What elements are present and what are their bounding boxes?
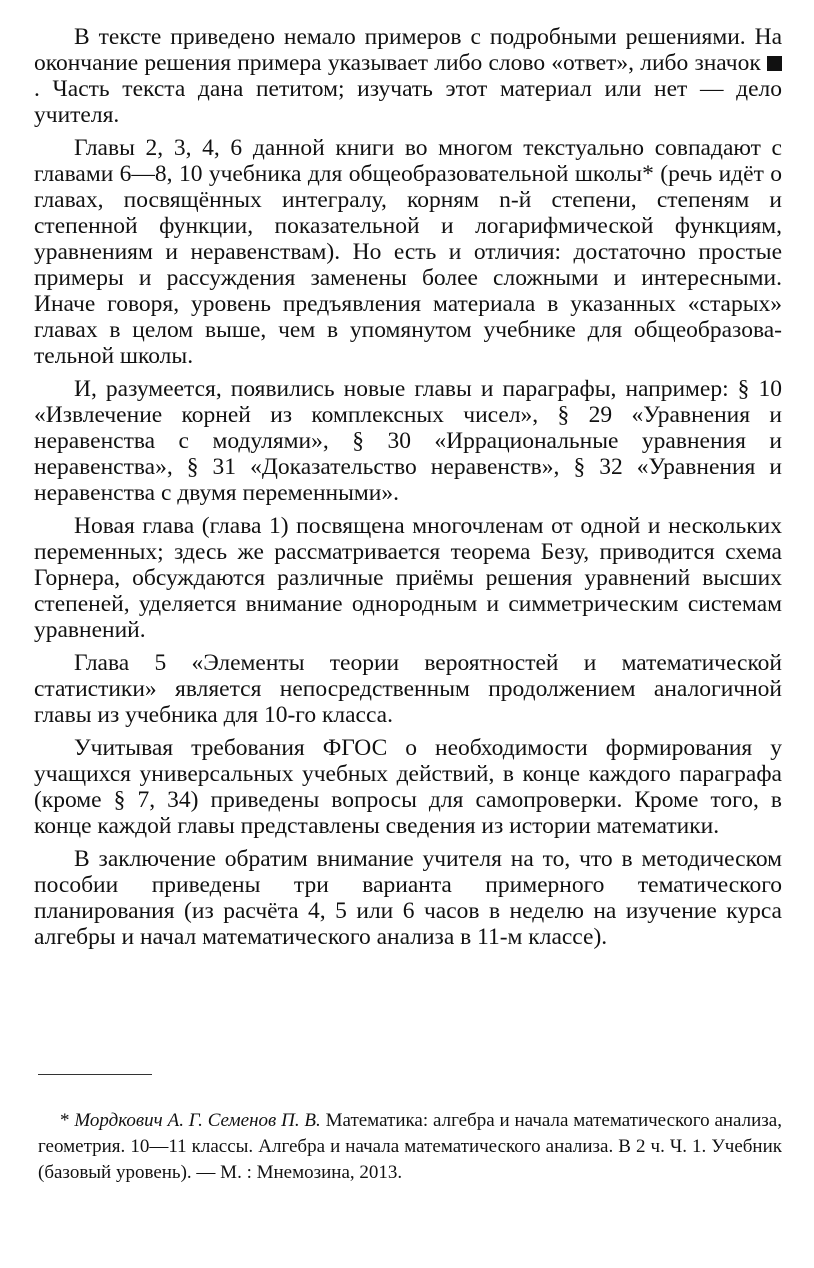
- footnote-divider: [38, 1074, 152, 1075]
- paragraph-fgos: Учитывая требования ФГОС о необходимости формирования у учащихся универсальных учебных действий, в конце каждого параграфа (кроме § 7, 34) приведены вопросы для самопроверки. Кроме того, в конце каждой главы представлены сведения из истории математики.: [34, 735, 782, 839]
- paragraph-conclusion: В заключение обратим внимание учителя на то, что в методическом пособии приведены три варианта примерного тематического планирования (из расчёта 4, 5 или 6 часов в неделю на изучение курса алгебры и начал математического анализа в 11-м классе).: [34, 846, 782, 950]
- main-text: [34, 24, 782, 950]
- paragraph-1-text-b: . Часть текста дана петитом; изучать этот материал или нет — дело учителя.: [34, 76, 782, 128]
- footnote-text: Математика: алгебра и начала математического анализа, геометрия. 10—11 классы. Алгебра и начала математического анализа. В 2 ч. Ч. 1. Учебник (базовый уровень). — М. : Мнемозина, 2013.: [38, 1110, 782, 1183]
- end-of-solution-square-icon: [767, 56, 782, 71]
- paragraph-1-text-a: В тексте приведено немало примеров с подробными решениями. На окончание решения примера указывает либо слово «ответ», либо значок: [34, 24, 782, 76]
- footnote: [38, 1108, 782, 1186]
- footnote-marker: *: [60, 1110, 75, 1131]
- paragraph-solution-markers: [34, 24, 782, 128]
- paragraph-new-chapters: И, разумеется, появились новые главы и параграфы, например: § 10 «Извлечение корней из комплексных чисел», § 29 «Уравнения и неравенства с модулями», § 30 «Иррациональные уравнения и неравенства», § 31 «Доказательство неравенств», § 32 «Уравнения и неравенства с двумя переменными».: [34, 376, 782, 506]
- paragraph-chapters-overlap: Главы 2, 3, 4, 6 данной книги во многом текстуально совпадают с главами 6—8, 10 учебника для общеобразовательной школы* (речь идёт о главах, посвящённых интегралу, корням n-й степени, степеням и степенной функции, показательной и логарифмической функциям, уравнениям и неравенствам). Но есть и отличия: достаточно простые примеры и рассуждения заменены более сложными и интересными. Иначе говоря, уровень предъявления материала в указанных «старых» главах в целом выше, чем в упомянутом учебнике для общеобразовательной школы.: [34, 135, 782, 369]
- footnote-authors: Мордкович А. Г. Семенов П. В.: [74, 1110, 321, 1131]
- paragraph-chapter-1: Новая глава (глава 1) посвящена многочленам от одной и нескольких переменных; здесь же рассматривается теорема Безу, приводится схема Горнера, обсуждаются различные приёмы решения уравнений высших степеней, уделяется внимание однородным и симметрическим системам уравнений.: [34, 513, 782, 643]
- paragraph-chapter-5: Глава 5 «Элементы теории вероятностей и математической статистики» является непосредственным продолжением аналогичной главы из учебника для 10-го класса.: [34, 650, 782, 728]
